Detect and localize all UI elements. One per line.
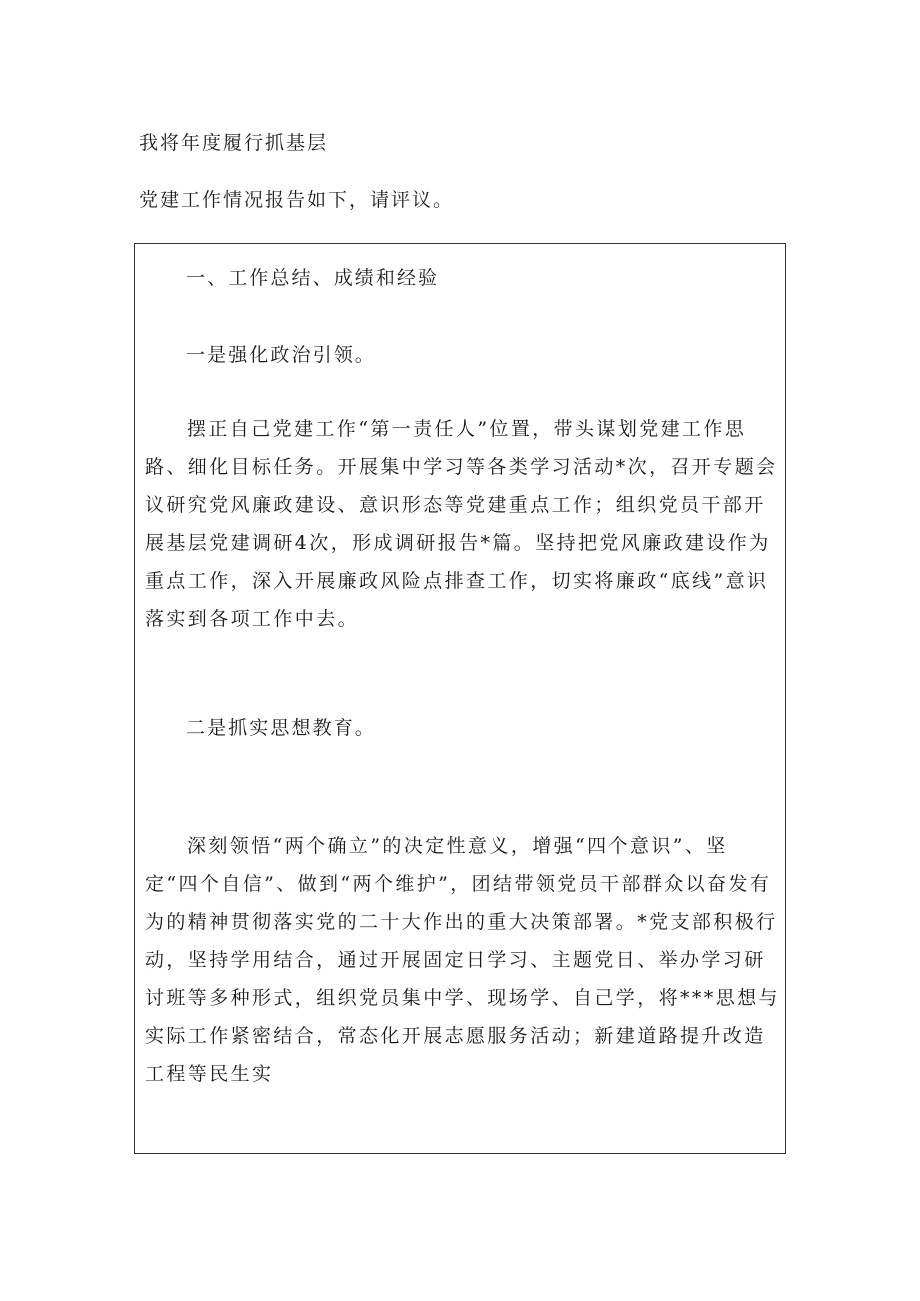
intro-line-2: 党建工作情况报告如下，请评议。	[139, 189, 455, 211]
item1-body: 摆正自己党建工作“第一责任人”位置，带头谋划党建工作思路、细化目标任务。开展集中学习等各类学习活动*次，召开专题会议研究党风廉政建设、意识形态等党建重点工作；组织党员干部开展基层党建调研4次，形成调研报告*篇。坚持把党风廉政建设作为重点工作，深入开展廉政风险点排查工作，切实将廉政“底线”意识落实到各项工作中去。	[145, 418, 778, 630]
intro-line-1: 我将年度履行抓基层	[139, 132, 329, 154]
item1-heading: 一是强化政治引领。	[186, 344, 376, 366]
report-content-box	[134, 243, 786, 1154]
section-title: 一、工作总结、成绩和经验	[186, 267, 440, 289]
item2-body: 深刻领悟“两个确立”的决定性意义，增强“四个意识”、坚定“四个自信”、做到“两个维护”，团结带领党员干部群众以奋发有为的精神贯彻落实党的二十大作出的重大决策部署。*党支部积极行动，坚持学用结合，通过开展固定日学习、主题党日、举办学习研讨班等多种形式，组织党员集中学、现场学、自己学，将***思想与实际工作紧密结合，常态化开展志愿服务活动；新建道路提升改造工程等民生实	[145, 835, 780, 1085]
item2-heading: 二是抓实思想教育。	[186, 717, 376, 739]
